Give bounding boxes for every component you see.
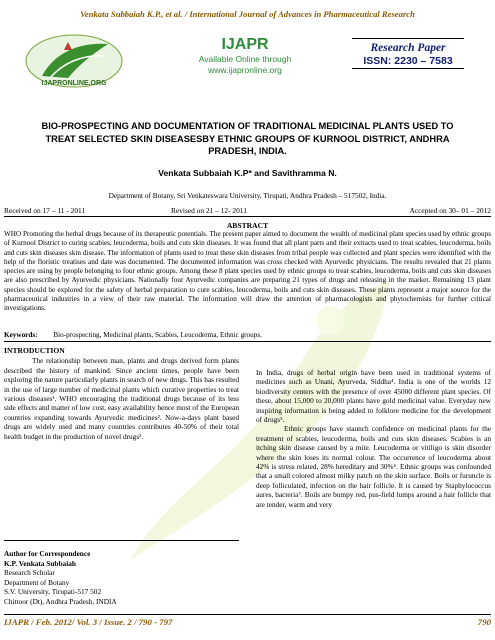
keywords-label: Keywords:	[4, 331, 38, 339]
paper-type-block	[352, 38, 464, 69]
correspondence-block	[4, 540, 239, 607]
journal-block	[175, 36, 315, 76]
abstract-text: WHO Promoting the herbal drugs because of its therapeutic potentials. The present paper aimed to document the wealth of medicinal plant species used by ethnic groups of Kurnool District to curing scabies, leucoderma, boils and cuts skin diseases. It was found that all plant parts and their extracts used to treat scabies, leucoderma, boils and cuts skin diseases skin disease. The information of plants used to treat these skin diseases from tribal people was collected and plant species were identified with the help of the floristic treatises and date was documented. The documented information was cross checked with Ayurvedic physicians. The results revealed that 21 plants species are using by people belonging to four ethnic groups. Among these 8 plant species used by ethnic groups to treat scabies, leucoderma, boils and cuts skin diseases are also prescribed by Ayurvedic physicians. Nationally four Ayurvedic companies are preparing 21 types of drugs and releasing in the market. Remaining 13 plant species should be explored for the safety of herbal preparation to cure scabies, leucoderma, boils and cuts skin diseases. These plants represent a major source for the pharmaceutical industries in a view of their raw material. The information will draw the attention of pharmacologists and phytochemists for further critical investigations.	[4, 230, 491, 313]
authors: Venkata Subbaiah K.P* and Savithramma N.	[158, 168, 337, 178]
right-column	[256, 368, 491, 509]
logo-text: IJAPRONLINE.ORG	[41, 80, 107, 87]
abstract-heading: ABSTRACT	[226, 221, 269, 230]
left-column	[4, 346, 239, 441]
accepted-date: Accepted on 30– 01 – 2012	[409, 206, 491, 215]
affiliation: Department of Botany, Sri Venkateswara University, Tirupati, Andhra Pradesh – 517502, India.	[108, 191, 387, 200]
keywords-row	[4, 331, 491, 342]
journal-logo	[20, 32, 128, 90]
intro-paragraph-1: The relationship between man, plants and drugs derived form plants described the history of mankind. Since ancient times, people have been exploring the nature particularly plants in search of new drugs. This has resulted in the use of large number of medicinal plants which curative properties to treat various diseases¹. WHO encouraging the traditional drugs because of its less side effects and matter of low cost, easy availability hence most of the European countries expanding towards Ayurvedic medicines². Now-a-days plant based drugs are widely used and many countries contributes 40-50% of their total health budget in the production of novel drugs³.	[4, 356, 239, 441]
received-date: Received on 17 – 11 - 2011	[4, 206, 86, 215]
paper-title: BIO-PROSPECTING AND DOCUMENTATION OF TRADITIONAL MEDICINAL PLANTS USED TO TREAT SELECTED SKIN DISEASESBY ETHNIC GROUPS OF KURNOOL DISTRICT, ANDHRA PRADESH, INDIA.	[41, 121, 454, 156]
page-number: 790	[477, 617, 491, 627]
journal-name: IJAPR	[221, 36, 269, 53]
issn: ISSN: 2230 – 7583	[352, 55, 464, 69]
correspondence-line-4: Chittoor (Dt), Andhra Pradesh, INDIA	[4, 596, 117, 606]
dates-row	[4, 206, 491, 217]
journal-url[interactable]: www.ijapronline.org	[208, 65, 282, 75]
keywords-list: Bio-prospecting, Medicinal plants, Scabies, Leucoderma, Ethnic groups.	[53, 331, 262, 339]
journal-availability: Available Online through	[198, 54, 292, 64]
correspondence-line-2: Department of Botany	[4, 577, 70, 587]
running-head: Venkata Subbaiah K.P., et al. / International Journal of Advances in Pharmaceutical Research	[80, 9, 415, 19]
intro-paragraph-3: Ethnic groups have staunch confidence on medicinal plants for the treatment of scabies, leucoderma, boils and cuts skin diseases. Scabies is an itching skin disease caused by a mite. Leucoderma or vitiligo is skin disorder where the skin loses its normal colour. The occurrence of leucoderma about 42% is stress related, 28% hereditary and 30%⁶. Ethnic groups was confounded that a small colored almost milky patch on the skin surface. Boils or furuncle is deep folliculated, infection on the hair follicle. It is caused by Staphylococcus aures, bacteria⁷. Boils are bumpy red, pus-field lumps around a hair follicle that are tender, warm and very	[256, 424, 491, 509]
correspondence-name: K.P. Venkata Subbaiah	[4, 558, 76, 568]
paper-type-label: Research Paper	[352, 38, 464, 54]
correspondence-line-1: Research Scholar	[4, 568, 55, 578]
revised-date: Revised on 21 – 12- 2011	[171, 206, 247, 215]
footer-citation: IJAPR / Feb. 2012/ Vol. 3 / Issue. 2 / 790 - 797	[4, 617, 173, 627]
correspondence-line-3: S.V. University, Tirupati-517 502	[4, 587, 102, 597]
page-footer	[4, 614, 491, 629]
intro-paragraph-2: In India, drugs of herbal origin have been used in traditional systems of medicines such as Unani, Ayurveda, Siddha⁴. India is one of the worlds 12 biodiversity centers with the presence of over 45000 different plant species. Of these, about 15,000 to 20,000 plants have gold medicinal value. Everyday new inspiring information is being added to folklore medicine for the development of drugs⁵.	[256, 368, 491, 425]
intro-heading: INTRODUCTION	[4, 346, 65, 355]
correspondence-heading: Author for Correspondence	[4, 549, 91, 558]
